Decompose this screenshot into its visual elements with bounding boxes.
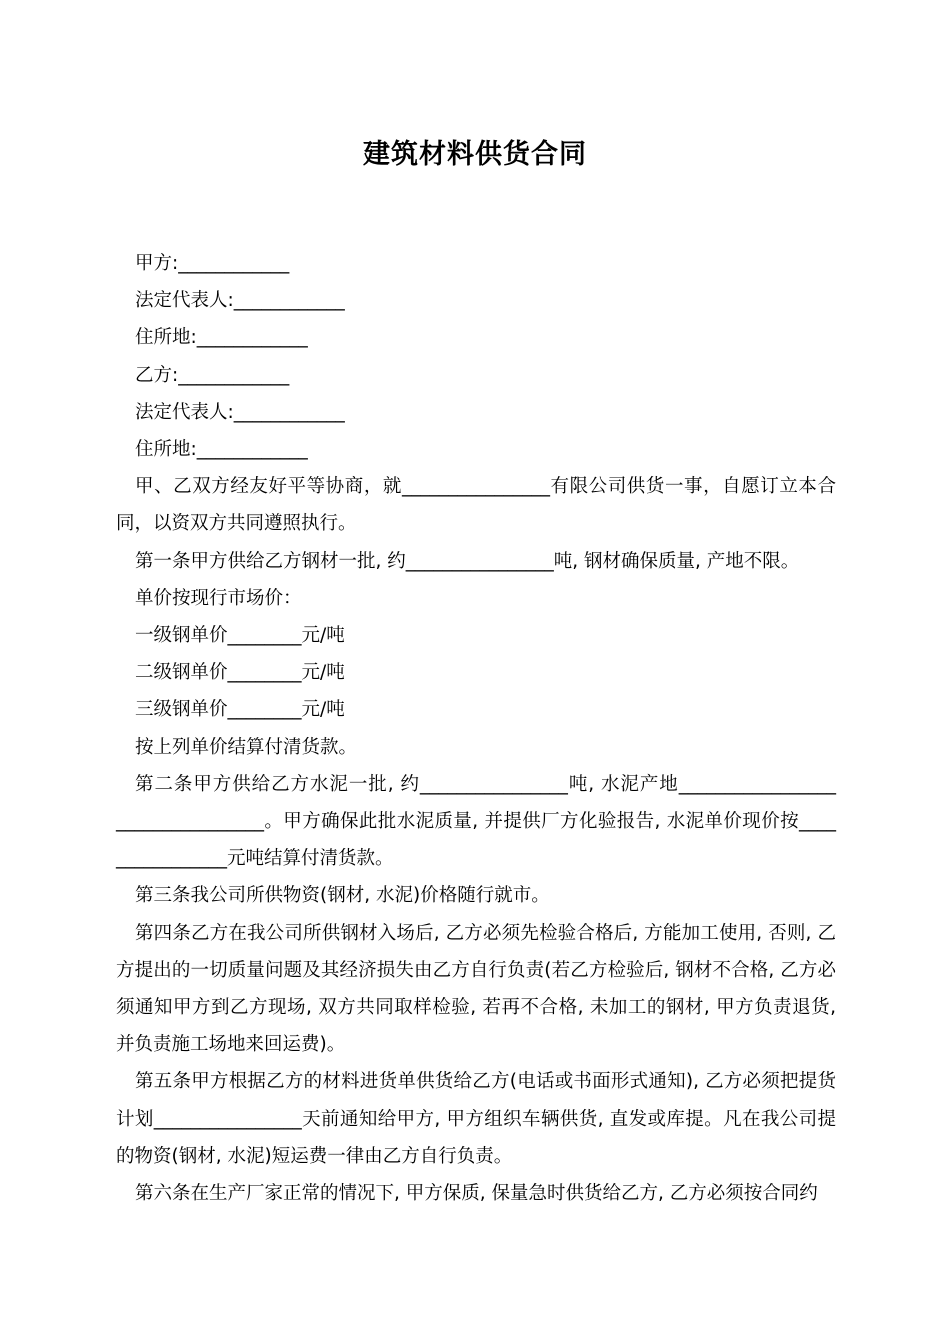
party-b-field: 乙方:____________	[135, 364, 290, 386]
settlement-paragraph: 按上列单价结算付清货款。	[135, 736, 358, 758]
grade-3-price: 三级钢单价________元/吨	[135, 699, 345, 721]
party-b-address-field: 住所地:____________	[135, 439, 308, 461]
page-title: 建筑材料供货合同	[363, 139, 587, 170]
grade-2-price: 二级钢单价________元/吨	[135, 662, 345, 684]
contract-body	[116, 245, 842, 1212]
preamble-paragraph: 甲、乙双方经友好平等协商，就________________有限公司供货一事，自愿订立本合同，以资双方共同遵照执行。	[116, 476, 836, 535]
clause-2-paragraph: 第二条甲方供给乙方水泥一批, 约________________吨, 水泥产地_________________ ________________。甲方确保此批水泥质量, 并提供厂方化验报告, 水泥单价现价按____ ____________元吨结算付清货款。	[116, 773, 842, 870]
party-b-representative-field: 法定代表人:____________	[135, 401, 345, 423]
party-a-field: 甲方:____________	[135, 253, 290, 274]
party-a-representative-field: 法定代表人:____________	[135, 290, 345, 312]
grade-1-price: 一级钢单价________元/吨	[135, 625, 345, 647]
clause-1-paragraph: 第一条甲方供给乙方钢材一批, 约________________吨, 钢材确保质量, 产地不限。	[135, 550, 800, 572]
clause-4-paragraph: 第四条乙方在我公司所供钢材入场后, 乙方必须先检验合格后, 方能加工使用, 否则, 乙方提出的一切质量问题及其经济损失由乙方自行负责(若乙方检验后, 钢材不合格, 乙方必须通知甲方到乙方现场, 双方共同取样检验, 若再不合格, 未加工的钢材, 甲方负责退货, 并负责施工场地来回运费)。	[116, 922, 842, 1056]
clause-5-paragraph: 第五条甲方根据乙方的材料进货单供货给乙方(电话或书面形式通知), 乙方必须把提货计划________________天前通知给甲方, 甲方组织车辆供货, 直发或库提。凡在我公司提的物资(钢材, 水泥)短运费一律由乙方自行负责。	[116, 1071, 836, 1167]
unit-price-heading: 单价按现行市场价：	[135, 587, 302, 609]
clause-3-paragraph: 第三条我公司所供物资(钢材, 水泥)价格随行就市。	[135, 885, 550, 907]
clause-6-paragraph: 第六条在生产厂家正常的情况下, 甲方保质, 保量急时供货给乙方, 乙方必须按合同约	[135, 1183, 818, 1205]
party-a-address-field: 住所地:____________	[135, 327, 308, 349]
